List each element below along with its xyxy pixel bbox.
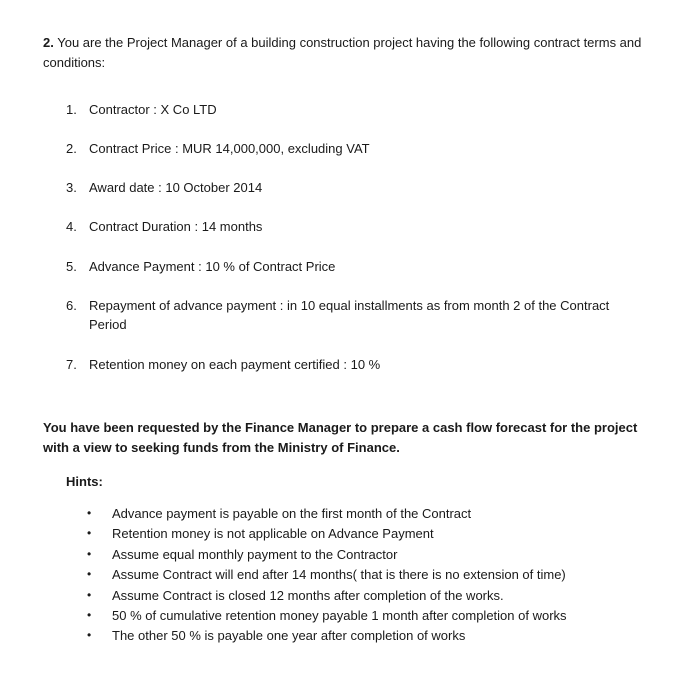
term-number: 7. [66, 357, 77, 372]
hint-text: Assume equal monthly payment to the Contractor [112, 546, 398, 562]
hint-text: Advance payment is payable on the first month of the Contract [112, 506, 472, 521]
bullet-icon: • [87, 587, 92, 602]
hint-item [87, 524, 647, 544]
term-number: 6. [66, 298, 77, 313]
term-text: Repayment of advance payment : in 10 equal installments as from month 2 of the Contract Period [89, 298, 610, 332]
contract-term-2 [66, 139, 626, 158]
hint-text: The other 50 % is payable one year after completion of works [112, 628, 466, 644]
term-number: 1. [66, 102, 77, 117]
contract-term-4 [66, 217, 626, 236]
term-number: 2. [66, 141, 77, 156]
hint-item [87, 504, 647, 524]
term-text: Advance Payment : 10 % of Contract Price [89, 259, 336, 274]
term-text: Contract Price : MUR 14,000,000, excluding VAT [89, 141, 370, 156]
question-intro-text: You are the Project Manager of a building construction project having the following contract terms and conditions: [43, 35, 642, 70]
term-text: Contractor : X Co LTD [89, 102, 217, 117]
question-number: 2. [43, 35, 54, 50]
term-number: 4. [66, 219, 77, 234]
hint-text: Retention money is not applicable on Advance Payment [112, 526, 434, 542]
term-text: Contract Duration : 14 months [89, 219, 263, 234]
bullet-icon: • [87, 506, 92, 520]
hint-text: Assume Contract is closed 12 months after completion of the works. [112, 587, 504, 603]
bullet-icon: • [87, 526, 92, 541]
task-request: You have been requested by the Finance Manager to prepare a cash flow forecast for the project with a view to seeking funds from the Ministry of Finance. [43, 420, 638, 455]
hints-list [87, 504, 647, 647]
bullet-icon: • [87, 607, 92, 622]
term-text: Retention money on each payment certified : 10 % [89, 357, 381, 372]
hints-title: Hints: [66, 474, 103, 489]
term-number: 5. [66, 259, 77, 274]
term-text: Award date : 10 October 2014 [89, 180, 263, 195]
hint-item [87, 545, 647, 565]
hint-item [87, 565, 647, 585]
contract-term-1 [66, 100, 626, 119]
contract-term-6 [66, 296, 626, 334]
hint-text: 50 % of cumulative retention money payable 1 month after completion of works [112, 607, 567, 623]
bullet-icon: • [87, 628, 92, 643]
hint-item [87, 606, 647, 626]
contract-term-7 [66, 355, 626, 374]
bullet-icon: • [87, 567, 92, 582]
contract-term-5 [66, 257, 626, 276]
term-number: 3. [66, 180, 77, 195]
hint-item [87, 626, 647, 646]
hint-text: Assume Contract will end after 14 months( that is there is no extension of time) [112, 567, 566, 583]
contract-term-3 [66, 178, 626, 197]
bullet-icon: • [87, 546, 92, 561]
question-intro [43, 33, 643, 73]
hint-item [87, 586, 647, 606]
